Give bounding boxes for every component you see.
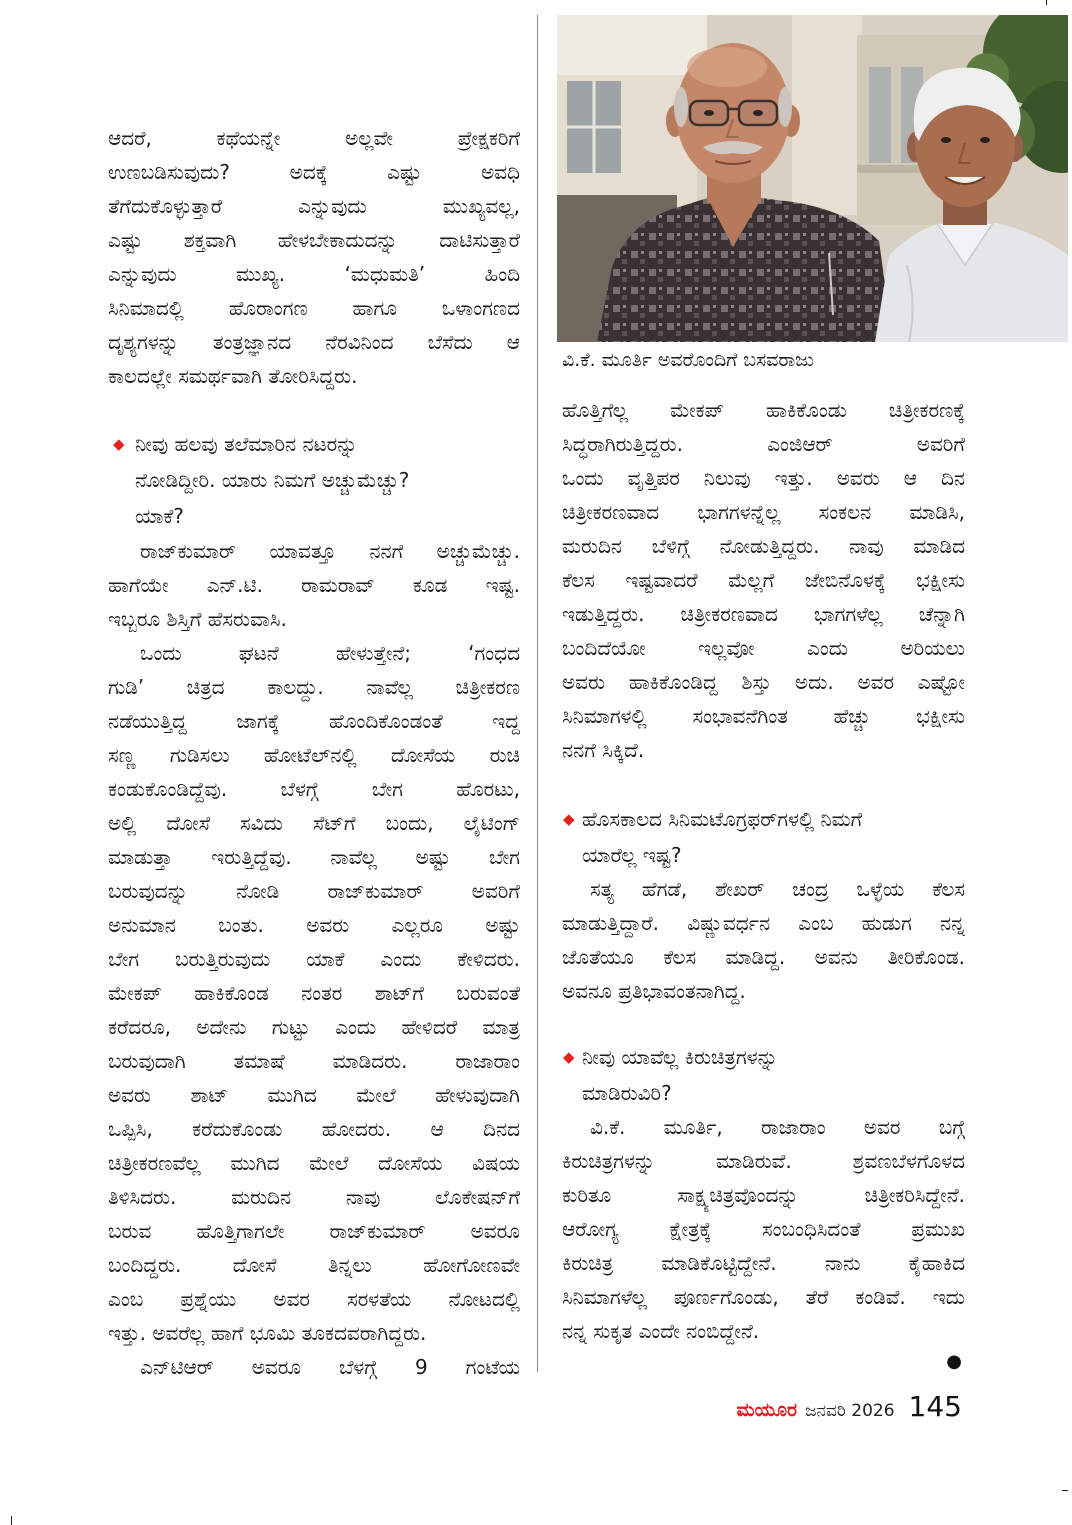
body-line: ಆರೋಗ್ಯ ಕ್ಷೇತ್ರಕ್ಕೆ ಸಂಬಂಧಿಸಿದಂತೆ ಪ್ರಮುಖ [562, 1217, 965, 1241]
body-line: ನನ್ನ ಸುಕೃತ ಎಂದೇ ನಂಬಿದ್ದೇನೆ. [562, 1319, 760, 1343]
body-line: ಬರುವ ಹೊತ್ತಿಗಾಗಲೇ ರಾಜ್‌ಕುಮಾರ್ ಅವರೂ [108, 1219, 520, 1243]
body-line: ಎನ್‌ಟಿಆರ್ ಅವರೂ ಬೆಳಗ್ಗೆ 9 ಗಂಟೆಯ [140, 1355, 520, 1379]
paragraph-intro [108, 121, 520, 393]
crop-mark-top [1046, 0, 1047, 5]
body-line: ಸತ್ಯ ಹೆಗಡೆ, ಶೇಖರ್ ಚಂದ್ರ ಒಳ್ಳೆಯ ಕೆಲಸ [590, 877, 965, 901]
answer-2 [562, 872, 965, 1008]
question-line: ನೋಡಿದ್ದೀರಿ. ಯಾರು ನಿಮಗೆ ಅಚ್ಚುಮೆಚ್ಚು? [135, 468, 410, 492]
body-line: ಅವನೂ ಪ್ರತಿಭಾವಂತನಾಗಿದ್ದ. [562, 979, 746, 1003]
body-line: ಆದರೆ, ಕಥೆಯನ್ನೇ ಅಲ್ಲವೇ ಪ್ರೇಕ್ಷಕರಿಗೆ [108, 126, 520, 150]
body-line: ಕಿರುಚಿತ್ರಗಳನ್ನು ಮಾಡಿರುವೆ. ಶ್ರವಣಬೆಳಗೊಳದ [562, 1149, 965, 1173]
body-line: ಸಿದ್ಧರಾಗಿರುತ್ತಿದ್ದರು. ಎಂಜಿಆರ್ ಅವರಿಗೆ [562, 432, 965, 456]
body-line: ಒಂದು ವೃತ್ತಿಪರ ನಿಲುವು ಇತ್ತು. ಅವರು ಆ ದಿನ [562, 466, 965, 490]
body-line: ಇತ್ತು. ಅವರೆಲ್ಲ ಹಾಗೆ ಭೂಮಿ ತೂಕದವರಾಗಿದ್ದರು. [108, 1321, 427, 1345]
body-line: ಎಂಬ ಪ್ರಶ್ನೆಯು ಅವರ ಸರಳತೆಯ ನೋಟದಲ್ಲಿ [108, 1287, 520, 1311]
answer-1 [108, 534, 520, 1384]
photo [557, 15, 1068, 342]
body-line: ಚಿತ್ರೀಕರಣವೆಲ್ಲ ಮುಗಿದ ಮೇಲೆ ದೋಸೆಯ ವಿಷಯ [108, 1151, 520, 1175]
question-line: ನೀವು ಹಲವು ತಲೆಮಾರಿನ ನಟರನ್ನು [135, 432, 358, 456]
body-line: ಅಲ್ಲಿ ದೋಸೆ ಸವಿದು ಸೆಟ್‌ಗೆ ಬಂದು, ಲೈಟಿಂಗ್ [108, 811, 520, 835]
body-line: ಮೇಕಪ್ ಹಾಕಿಕೊಂಡ ನಂತರ ಶಾಟ್‌ಗೆ ಬರುವಂತೆ [108, 981, 520, 1005]
answer-3 [562, 1110, 965, 1348]
body-line: ಮಾಡುತ್ತಾ ಇರುತ್ತಿದ್ದೆವು. ನಾವೆಲ್ಲ ಅಷ್ಟು ಬೇಗ [108, 845, 520, 869]
page-number: 145 [908, 1390, 962, 1423]
body-line: ದೃಶ್ಯಗಳನ್ನು ತಂತ್ರಜ್ಞಾನದ ನೆರವಿನಿಂದ ಬೆಸೆದು ಆ [108, 330, 520, 354]
end-of-article-icon: ● [946, 1351, 962, 1372]
body-line: ಕುರಿತೂ ಸಾಕ್ಷ್ಯಚಿತ್ರವೊಂದನ್ನು ಚಿತ್ರೀಕರಿಸಿದ್ದೇನೆ. [562, 1183, 965, 1207]
body-line: ಉಣಬಡಿಸುವುದು? ಅದಕ್ಕೆ ಎಷ್ಟು ಅವಧಿ [108, 160, 520, 184]
question-line: ಯಾಕೆ? [135, 504, 184, 528]
body-line: ಸಿನಿಮಾಗಳೆಲ್ಲ ಪೂರ್ಣಗೊಂಡು, ತೆರೆ ಕಂಡಿವೆ. ಇದು [562, 1285, 965, 1309]
body-line: ಕರೆದರೂ, ಅದೇನು ಗುಟ್ಟು ಎಂದು ಹೇಳಿದರೆ ಮಾತ್ರ [108, 1015, 520, 1039]
body-line: ಬೇಗ ಬರುತ್ತಿರುವುದು ಯಾಕೆ ಎಂದು ಕೇಳಿದರು. [108, 947, 520, 971]
paragraph [108, 534, 520, 636]
body-line: ರಾಜ್‌ಕುಮಾರ್ ಯಾವತ್ತೂ ನನಗೆ ಅಚ್ಚುಮೆಚ್ಚು. [140, 539, 520, 563]
body-line: ಕಂಡುಕೊಂಡಿದ್ದೆವು. ಬೆಳಗ್ಗೆ ಬೇಗ ಹೊರಟು, [108, 777, 520, 801]
body-line: ಇಡುತ್ತಿದ್ದರು. ಚಿತ್ರೀಕರಣವಾದ ಭಾಗಗಳೆಲ್ಲ ಚೆನ್ನಾಗಿ [562, 602, 965, 626]
body-line: ಮಾಡುತ್ತಿದ್ದಾರೆ. ವಿಷ್ಣುವರ್ಧನ ಎಂಬ ಹುಡುಗ ನನ್ನ [562, 911, 965, 935]
body-line: ಅನುಮಾನ ಬಂತು. ಅವರು ಎಲ್ಲರೂ ಅಷ್ಟು [108, 913, 520, 937]
body-line: ಒಂದು ಘಟನೆ ಹೇಳುತ್ತೇನೆ; ‘ಗಂಧದ [140, 641, 520, 665]
body-line: ಹಾಗೆಯೇ ಎನ್.ಟಿ. ರಾಮರಾವ್ ಕೂಡ ಇಷ್ಟ. [108, 573, 520, 597]
question-line: ಮಾಡಿರುವಿರಿ? [582, 1081, 672, 1105]
column-divider [537, 15, 538, 1372]
body-line: ಜೊತೆಯೂ ಕೆಲಸ ಮಾಡಿದ್ದ. ಅವನು ತೀರಿಕೊಂಡ. [562, 945, 965, 969]
body-line: ಬಂದಿದ್ದರು. ದೋಸೆ ತಿನ್ನಲು ಹೋಗೋಣವೇ [108, 1253, 520, 1277]
body-line: ಒಪ್ಪಿಸಿ, ಕರೆದುಕೊಂಡು ಹೋದರು. ಆ ದಿನದ [108, 1117, 520, 1141]
diamond-bullet-icon: ◆ [563, 1048, 575, 1066]
paragraph [108, 636, 520, 1350]
body-line: ಕಿರುಚಿತ್ರ ಮಾಡಿಕೊಟ್ಟಿದ್ದೇನೆ. ನಾನು ಕೈಹಾಕಿದ [562, 1251, 965, 1275]
body-line: ಗುಡಿ’ ಚಿತ್ರದ ಕಾಲದ್ದು. ನಾವೆಲ್ಲ ಚಿತ್ರೀಕರಣ [108, 675, 520, 699]
diamond-bullet-icon: ◆ [113, 435, 125, 453]
body-line: ಎನ್ನುವುದು ಮುಖ್ಯ. ‘ಮಧುಮತಿ’ ಹಿಂದಿ [108, 262, 520, 286]
page-footer [737, 1390, 962, 1430]
body-line: ಅವರು ಹಾಕಿಕೊಂಡಿದ್ದ ಶಿಸ್ತು ಅದು. ಅವರ ಎಷ್ಟೋ [562, 670, 965, 694]
body-line: ನನಗೆ ಸಿಕ್ಕಿದೆ. [562, 738, 645, 762]
body-line: ತೆಗೆದುಕೊಳ್ಳುತ್ತಾರೆ ಎನ್ನುವುದು ಮುಖ್ಯವಲ್ಲ, [108, 194, 520, 218]
question-line: ಯಾರೆಲ್ಲ ಇಷ್ಟ? [582, 843, 682, 867]
question-line: ನೀವು ಯಾವೆಲ್ಲ ಕಿರುಚಿತ್ರಗಳನ್ನು [582, 1045, 778, 1069]
question-1 [108, 426, 520, 534]
body-line: ಬರುವುದನ್ನು ನೋಡಿ ರಾಜ್‌ಕುಮಾರ್ ಅವರಿಗೆ [108, 879, 520, 903]
issue-date: ಜನವರಿ 2026 [805, 1401, 895, 1421]
question-3 [562, 1039, 965, 1111]
question-2 [562, 801, 965, 873]
magazine-logo: ಮಯೂರ [736, 1399, 798, 1421]
body-line: ಬಂದಿದೆಯೋ ಇಲ್ಲವೋ ಎಂದು ಅರಿಯಲು [562, 636, 965, 660]
body-line: ಕೆಲಸ ಇಷ್ಟವಾದರೆ ಮೆಲ್ಲಗೆ ಜೇಬಿನೊಳಕ್ಕೆ ಭಕ್ಷೀಸು [562, 568, 965, 592]
question-line: ಹೊಸಕಾಲದ ಸಿನಿಮಟೊಗ್ರಫರ್‌ಗಳಲ್ಲಿ ನಿಮಗೆ [582, 807, 863, 831]
paragraph-continued [562, 393, 965, 767]
body-line: ಎಷ್ಟು ಶಕ್ತವಾಗಿ ಹೇಳಬೇಕಾದುದನ್ನು ದಾಟಿಸುತ್ತಾರೆ [108, 228, 520, 252]
body-line: ಸಿನಿಮಾಗಳಲ್ಲಿ ಸಂಭಾವನೆಗಿಂತ ಹೆಚ್ಚು ಭಕ್ಷೀಸು [562, 704, 965, 728]
body-line: ಅವರು ಶಾಟ್ ಮುಗಿದ ಮೇಲೆ ಹೇಳುವುದಾಗಿ [108, 1083, 520, 1107]
body-line: ಬರುವುದಾಗಿ ತಮಾಷೆ ಮಾಡಿದರು. ರಾಜಾರಾಂ [108, 1049, 520, 1073]
photo-caption: ವಿ.ಕೆ. ಮೂರ್ತಿ ಅವರೊಂದಿಗೆ ಬಸವರಾಜು [562, 349, 814, 371]
body-line: ಚಿತ್ರೀಕರಣವಾದ ಭಾಗಗಳನ್ನೆಲ್ಲ ಸಂಕಲನ ಮಾಡಿಸಿ, [562, 500, 965, 524]
body-line: ಹೊತ್ತಿಗೆಲ್ಲ ಮೇಕಪ್ ಹಾಕಿಕೊಂಡು ಚಿತ್ರೀಕರಣಕ್ಕೆ [562, 398, 965, 422]
body-line: ತಿಳಿಸಿದರು. ಮರುದಿನ ನಾವು ಲೊಕೇಷನ್‌ಗೆ [108, 1185, 520, 1209]
body-line: ವಿ.ಕೆ. ಮೂರ್ತಿ, ರಾಜಾರಾಂ ಅವರ ಬಗ್ಗೆ [590, 1115, 965, 1139]
body-line: ಕಾಲದಲ್ಲೇ ಸಮರ್ಥವಾಗಿ ತೋರಿಸಿದ್ದರು. [108, 364, 358, 388]
body-line: ಸಿನಿಮಾದಲ್ಲಿ ಹೊರಾಂಗಣ ಹಾಗೂ ಒಳಾಂಗಣದ [108, 296, 520, 320]
body-line: ಇಬ್ಬರೂ ಶಿಸ್ತಿಗೆ ಹೆಸರುವಾಸಿ. [108, 607, 287, 631]
body-line: ಮರುದಿನ ಬೆಳಿಗ್ಗೆ ನೋಡುತ್ತಿದ್ದರು. ನಾವು ಮಾಡಿದ [562, 534, 965, 558]
crop-mark-right [1062, 1490, 1068, 1491]
body-line: ನಡೆಯುತ್ತಿದ್ದ ಜಾಗಕ್ಕೆ ಹೊಂದಿಕೊಂಡಂತೆ ಇದ್ದ [108, 709, 520, 733]
diamond-bullet-icon: ◆ [563, 810, 575, 828]
body-line: ಸಣ್ಣ ಗುಡಿಸಲು ಹೋಟೆಲ್‌ನಲ್ಲಿ ದೋಸೆಯ ರುಚಿ [108, 743, 520, 767]
crop-mark-bottom-left [11, 1516, 12, 1525]
paragraph [108, 1350, 520, 1384]
